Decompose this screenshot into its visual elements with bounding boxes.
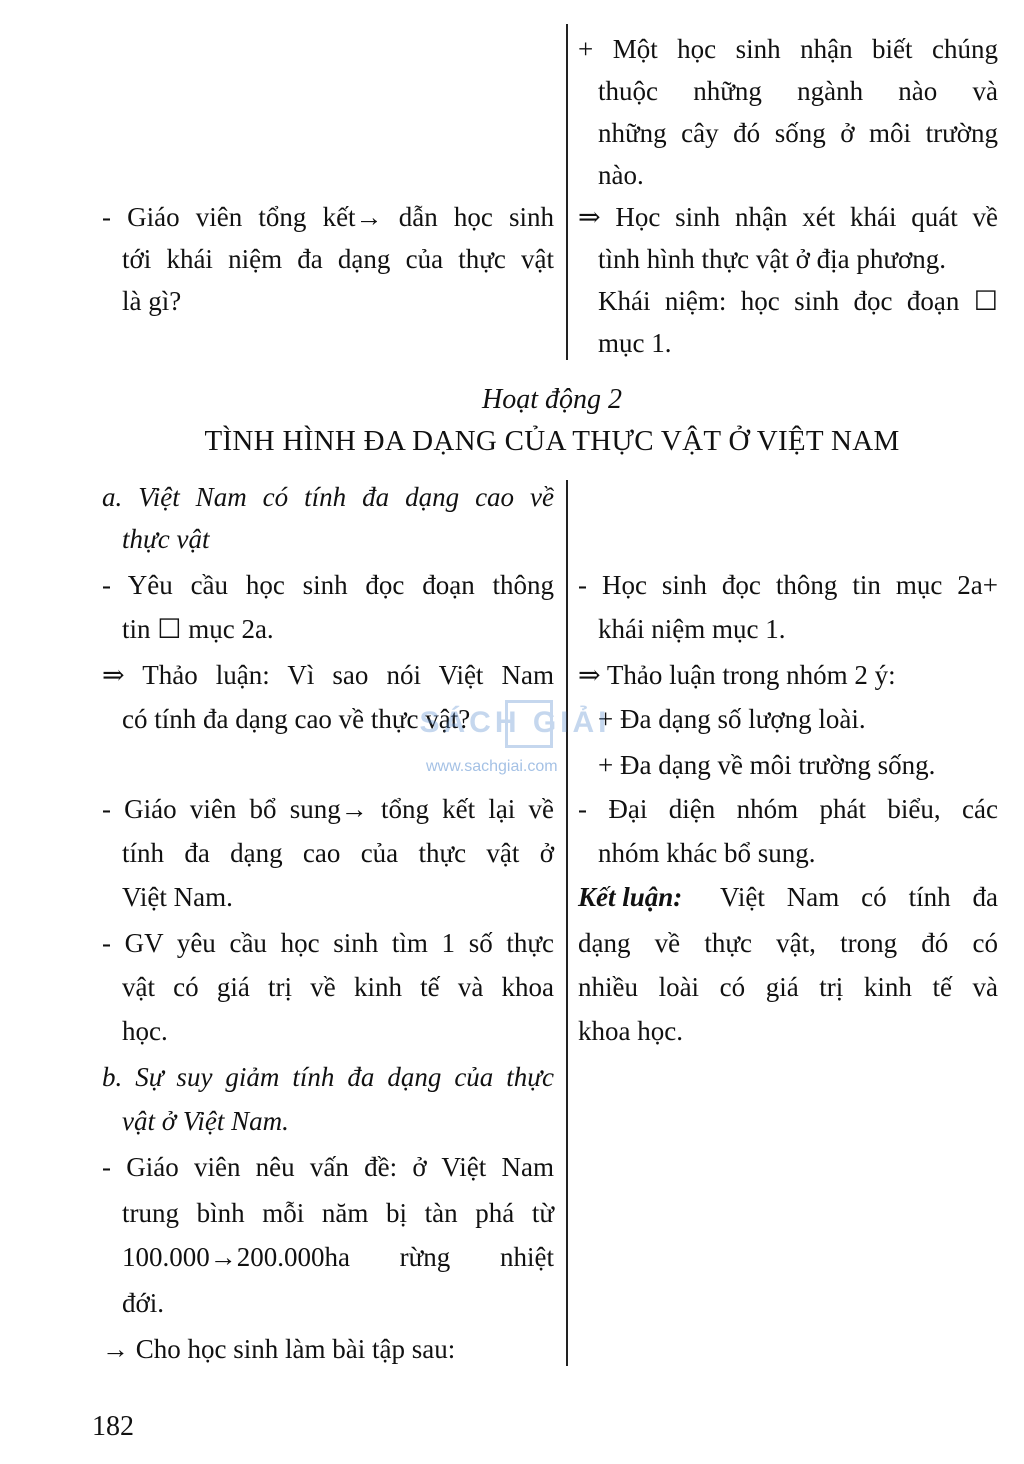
left-line: - Giáo viên nêu vấn đề: ở Việt Nam — [102, 1152, 554, 1182]
subheading-a: a. Việt Nam có tính đa dạng cao về — [102, 482, 554, 512]
right-line: + Đa dạng số lượng loài. — [598, 704, 866, 734]
left-line: → Cho học sinh làm bài tập sau: — [102, 1334, 456, 1364]
top-right-line: nào. — [598, 160, 644, 190]
top-right-line: mục 1. — [598, 328, 672, 358]
left-line: Việt Nam. — [122, 882, 233, 912]
left-line: tính đa dạng cao của thực vật ở — [122, 838, 554, 868]
left-line: học. — [122, 1016, 168, 1046]
right-line: + Đa dạng về môi trường sống. — [598, 750, 936, 780]
right-line: - Đại diện nhóm phát biểu, các — [578, 794, 998, 824]
left-line: 100.000→200.000ha rừng nhiệt — [122, 1242, 554, 1272]
top-left-line: tới khái niệm đa dạng của thực vật — [122, 244, 554, 274]
top-right-line: + Một học sinh nhận biết chúng — [578, 34, 998, 64]
left-line: - Giáo viên bổ sung→ tổng kết lại về — [102, 794, 554, 824]
left-line: có tính đa dạng cao về thực vật? — [122, 704, 471, 734]
left-line: vật có giá trị về kinh tế và khoa — [122, 972, 554, 1002]
page-number: 182 — [92, 1411, 134, 1442]
watermark-logo-text: SÁCH GIẢI — [419, 706, 611, 739]
right-line: ⇒ Thảo luận trong nhóm 2 ý: — [578, 660, 896, 690]
top-right-line: Khái niệm: học sinh đọc đoạn ☐ — [598, 286, 998, 316]
left-line: tin ☐ mục 2a. — [122, 614, 274, 644]
activity-label: Hoạt động 2 — [482, 384, 622, 415]
subheading-b: b. Sự suy giảm tính đa dạng của thực — [102, 1062, 554, 1092]
subheading-a: thực vật — [122, 524, 210, 554]
top-left-line: - Giáo viên tổng kết→ dẫn học sinh — [102, 202, 554, 232]
left-line: - Yêu cầu học sinh đọc đoạn thông — [102, 570, 554, 600]
right-line: dạng về thực vật, trong đó có — [578, 928, 998, 958]
right-line: - Học sinh đọc thông tin mục 2a+ — [578, 570, 998, 600]
left-line: ⇒ Thảo luận: Vì sao nói Việt Nam — [102, 660, 554, 690]
right-line: Việt Nam có tính đa — [720, 882, 998, 912]
top-right-line: những cây đó sống ở môi trường — [598, 118, 998, 148]
left-line: - GV yêu cầu học sinh tìm 1 số thực — [102, 928, 554, 958]
left-line: đới. — [122, 1288, 165, 1318]
activity-title: TÌNH HÌNH ĐA DẠNG CỦA THỰC VẬT Ở VIỆT NAM — [204, 425, 900, 457]
column-divider-top — [566, 24, 568, 360]
subheading-b: vật ở Việt Nam. — [122, 1106, 289, 1136]
top-left-line: là gì? — [122, 286, 182, 316]
right-line: nhóm khác bổ sung. — [598, 838, 816, 868]
top-right-line: ⇒ Học sinh nhận xét khái quát về — [578, 202, 998, 232]
top-right-line: thuộc những ngành nào và — [598, 76, 998, 106]
watermark-url: www.sachgiai.com — [426, 758, 558, 775]
column-divider-bottom — [566, 480, 568, 1366]
conclusion-label: Kết luận: — [578, 882, 683, 912]
right-line: khoa học. — [578, 1016, 683, 1046]
left-line: trung bình mỗi năm bị tàn phá từ — [122, 1198, 554, 1228]
right-line: khái niệm mục 1. — [598, 614, 786, 644]
top-right-line: tình hình thực vật ở địa phương. — [598, 244, 947, 274]
right-line: nhiều loài có giá trị kinh tế và — [578, 972, 998, 1002]
